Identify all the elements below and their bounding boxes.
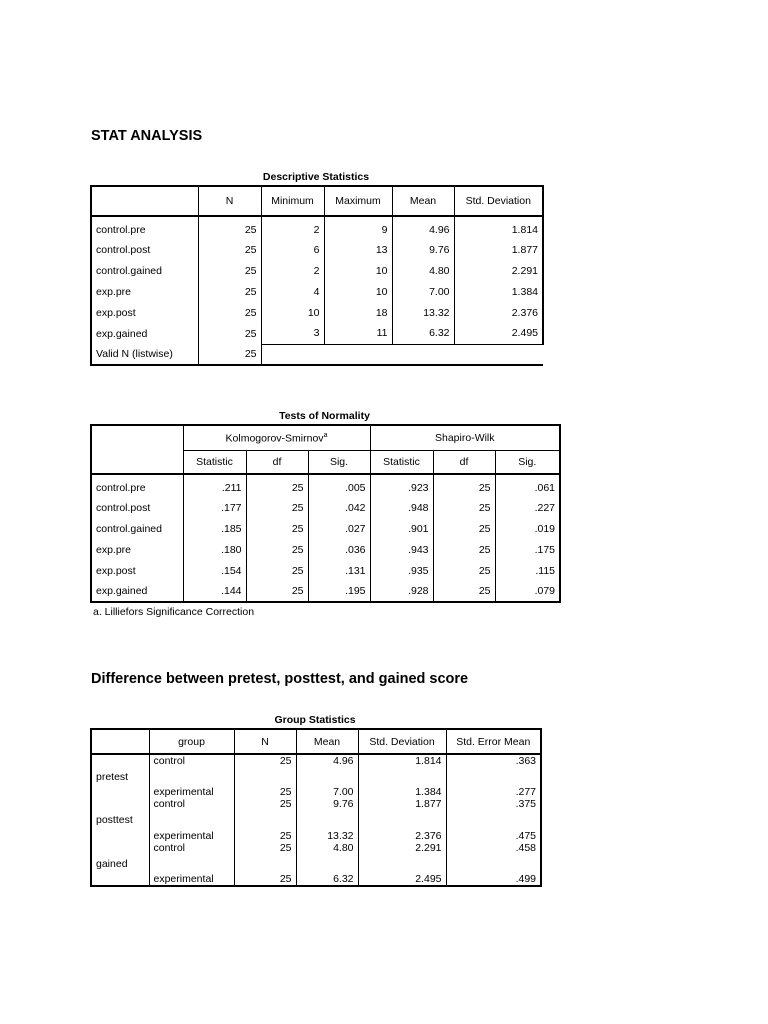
group-cell-n: 25 (234, 865, 296, 886)
desc-cell-sd: 1.877 (454, 239, 543, 260)
desc-cell-min: 2 (261, 260, 324, 281)
norm-cell-sw-stat: .901 (370, 518, 433, 539)
desc-header-minimum: Minimum (261, 186, 324, 216)
desc-cell-max: 10 (324, 281, 392, 302)
group-cell-mean: 13.32 (296, 821, 358, 842)
group-cell-mean: 7.00 (296, 777, 358, 798)
norm-cell-sw-df: 25 (433, 497, 495, 518)
norm-header-ks: Kolmogorov-Smirnov$^a$ (183, 425, 370, 450)
normality-caption: Tests of Normality (279, 410, 370, 422)
norm-cell-ks-stat: .211 (183, 474, 246, 497)
group-row (91, 842, 541, 865)
norm-cell-ks-sig: .195 (308, 581, 370, 602)
norm-cell-sw-sig: .227 (495, 497, 560, 518)
group-header-std-deviation: Std. Deviation (358, 729, 446, 754)
group-cell-n: 25 (234, 777, 296, 798)
normality-footnote: a. Lilliefors Significance Correction (93, 606, 255, 618)
norm-row-label: exp.pre (91, 539, 183, 560)
norm-cell-sw-sig: .079 (495, 581, 560, 602)
group-cell-group: control (149, 842, 234, 865)
desc-valid-empty (261, 344, 543, 365)
desc-row (91, 216, 543, 239)
norm-cell-ks-stat: .154 (183, 560, 246, 581)
desc-cell-mean: 4.96 (392, 216, 454, 239)
norm-cell-ks-df: 25 (246, 474, 308, 497)
norm-cell-sw-sig: .019 (495, 518, 560, 539)
desc-cell-min: 4 (261, 281, 324, 302)
desc-cell-mean: 6.32 (392, 323, 454, 344)
desc-row (91, 260, 543, 281)
group-cell-group: experimental (149, 777, 234, 798)
norm-cell-sw-sig: .061 (495, 474, 560, 497)
group-cell-se: .499 (446, 865, 541, 886)
norm-cell-sw-df: 25 (433, 581, 495, 602)
desc-row (91, 239, 543, 260)
group-cell-se: .458 (446, 842, 541, 865)
norm-row-label: control.post (91, 497, 183, 518)
desc-cell-max: 11 (324, 323, 392, 344)
desc-cell-sd: 1.814 (454, 216, 543, 239)
desc-cell-n: 25 (198, 239, 261, 260)
norm-cell-sw-df: 25 (433, 474, 495, 497)
desc-cell-mean: 4.80 (392, 260, 454, 281)
norm-cell-sw-df: 25 (433, 539, 495, 560)
group-cell-n: 25 (234, 821, 296, 842)
group-block-label: pretest (91, 754, 149, 798)
norm-row (91, 560, 560, 581)
desc-cell-n: 25 (198, 302, 261, 323)
norm-cell-ks-stat: .185 (183, 518, 246, 539)
group-cell-sd: 2.376 (358, 821, 446, 842)
desc-cell-max: 13 (324, 239, 392, 260)
norm-cell-ks-sig: .042 (308, 497, 370, 518)
group-row (91, 865, 541, 886)
desc-valid-n: 25 (198, 344, 261, 365)
group-cell-mean: 4.96 (296, 754, 358, 777)
desc-cell-max: 10 (324, 260, 392, 281)
desc-row-label: control.post (91, 239, 198, 260)
norm-row (91, 581, 560, 602)
norm-cell-ks-stat: .177 (183, 497, 246, 518)
group-cell-sd: 1.814 (358, 754, 446, 777)
norm-subheader-ks-df: df (246, 450, 308, 474)
norm-subheader-sw-statistic: Statistic (370, 450, 433, 474)
desc-cell-sd: 2.495 (454, 323, 543, 344)
norm-cell-ks-df: 25 (246, 539, 308, 560)
group-row (91, 754, 541, 777)
norm-cell-sw-stat: .923 (370, 474, 433, 497)
norm-cell-sw-sig: .115 (495, 560, 560, 581)
group-cell-group: experimental (149, 821, 234, 842)
norm-cell-sw-stat: .928 (370, 581, 433, 602)
norm-row-label: exp.post (91, 560, 183, 581)
group-cell-mean: 4.80 (296, 842, 358, 865)
group-block-label: gained (91, 842, 149, 886)
desc-cell-min: 2 (261, 216, 324, 239)
group-cell-se: .277 (446, 777, 541, 798)
group-row (91, 777, 541, 798)
norm-cell-ks-sig: .131 (308, 560, 370, 581)
norm-cell-ks-df: 25 (246, 581, 308, 602)
norm-cell-ks-sig: .005 (308, 474, 370, 497)
group-cell-n: 25 (234, 842, 296, 865)
desc-cell-mean: 13.32 (392, 302, 454, 323)
desc-cell-sd: 2.376 (454, 302, 543, 323)
desc-row (91, 281, 543, 302)
desc-row (91, 302, 543, 323)
norm-cell-sw-stat: .943 (370, 539, 433, 560)
group-cell-group: control (149, 798, 234, 821)
tests-of-normality-table (90, 424, 561, 603)
desc-row-label: control.pre (91, 216, 198, 239)
group-cell-se: .475 (446, 821, 541, 842)
group-cell-group: experimental (149, 865, 234, 886)
norm-cell-ks-sig: .027 (308, 518, 370, 539)
group-cell-n: 25 (234, 754, 296, 777)
desc-row (91, 323, 543, 344)
group-header-corner (91, 729, 149, 754)
desc-cell-n: 25 (198, 323, 261, 344)
group-cell-mean: 9.76 (296, 798, 358, 821)
norm-subheader-sw-sig: Sig. (495, 450, 560, 474)
desc-row-label: exp.pre (91, 281, 198, 302)
group-row (91, 821, 541, 842)
norm-header-sw: Shapiro-Wilk (370, 425, 560, 450)
desc-header-std-deviation: Std. Deviation (454, 186, 543, 216)
desc-header-maximum: Maximum (324, 186, 392, 216)
norm-row (91, 539, 560, 560)
norm-row (91, 518, 560, 539)
norm-subheader-ks-sig: Sig. (308, 450, 370, 474)
desc-cell-mean: 9.76 (392, 239, 454, 260)
desc-cell-sd: 2.291 (454, 260, 543, 281)
desc-cell-n: 25 (198, 281, 261, 302)
desc-cell-min: 10 (261, 302, 324, 323)
norm-row-label: control.pre (91, 474, 183, 497)
group-stats-caption: Group Statistics (274, 714, 356, 726)
desc-valid-label: Valid N (listwise) (91, 344, 198, 365)
desc-cell-mean: 7.00 (392, 281, 454, 302)
desc-cell-max: 9 (324, 216, 392, 239)
desc-header-mean: Mean (392, 186, 454, 216)
norm-cell-ks-stat: .180 (183, 539, 246, 560)
norm-subheader-corner (91, 450, 183, 474)
group-cell-n: 25 (234, 798, 296, 821)
norm-cell-ks-df: 25 (246, 560, 308, 581)
group-cell-sd: 2.495 (358, 865, 446, 886)
descriptive-caption: Descriptive Statistics (262, 171, 370, 183)
group-block-label: posttest (91, 798, 149, 842)
desc-cell-n: 25 (198, 260, 261, 281)
norm-row-label: exp.gained (91, 581, 183, 602)
norm-cell-ks-sig: .036 (308, 539, 370, 560)
norm-header-corner (91, 425, 183, 450)
desc-cell-max: 18 (324, 302, 392, 323)
norm-cell-ks-df: 25 (246, 497, 308, 518)
norm-subheader-sw-df: df (433, 450, 495, 474)
group-statistics-table (90, 728, 542, 887)
group-cell-sd: 1.384 (358, 777, 446, 798)
desc-row-label: exp.post (91, 302, 198, 323)
group-header-mean: Mean (296, 729, 358, 754)
group-cell-mean: 6.32 (296, 865, 358, 886)
group-header-group: group (149, 729, 234, 754)
group-cell-sd: 2.291 (358, 842, 446, 865)
group-row (91, 798, 541, 821)
norm-subheader-ks-statistic: Statistic (183, 450, 246, 474)
norm-cell-ks-df: 25 (246, 518, 308, 539)
group-header-std-error-mean: Std. Error Mean (446, 729, 541, 754)
desc-cell-sd: 1.384 (454, 281, 543, 302)
norm-row (91, 497, 560, 518)
norm-row-label: control.gained (91, 518, 183, 539)
norm-cell-sw-stat: .948 (370, 497, 433, 518)
descriptive-statistics-table (90, 185, 544, 366)
norm-row (91, 474, 560, 497)
section-title-stat-analysis: STAT ANALYSIS (91, 128, 203, 144)
group-cell-sd: 1.877 (358, 798, 446, 821)
norm-cell-sw-df: 25 (433, 518, 495, 539)
desc-cell-min: 6 (261, 239, 324, 260)
desc-cell-n: 25 (198, 216, 261, 239)
group-cell-se: .375 (446, 798, 541, 821)
norm-cell-sw-stat: .935 (370, 560, 433, 581)
desc-row-label: exp.gained (91, 323, 198, 344)
group-cell-se: .363 (446, 754, 541, 777)
desc-row-valid-n (91, 344, 543, 365)
desc-header-corner (91, 186, 198, 216)
group-header-n: N (234, 729, 296, 754)
desc-cell-min: 3 (261, 323, 324, 344)
desc-row-label: control.gained (91, 260, 198, 281)
group-cell-group: control (149, 754, 234, 777)
section-title-difference: Difference between pretest, posttest, and gained score (91, 671, 469, 687)
norm-cell-sw-df: 25 (433, 560, 495, 581)
norm-cell-ks-stat: .144 (183, 581, 246, 602)
desc-header-n: N (198, 186, 261, 216)
norm-cell-sw-sig: .175 (495, 539, 560, 560)
